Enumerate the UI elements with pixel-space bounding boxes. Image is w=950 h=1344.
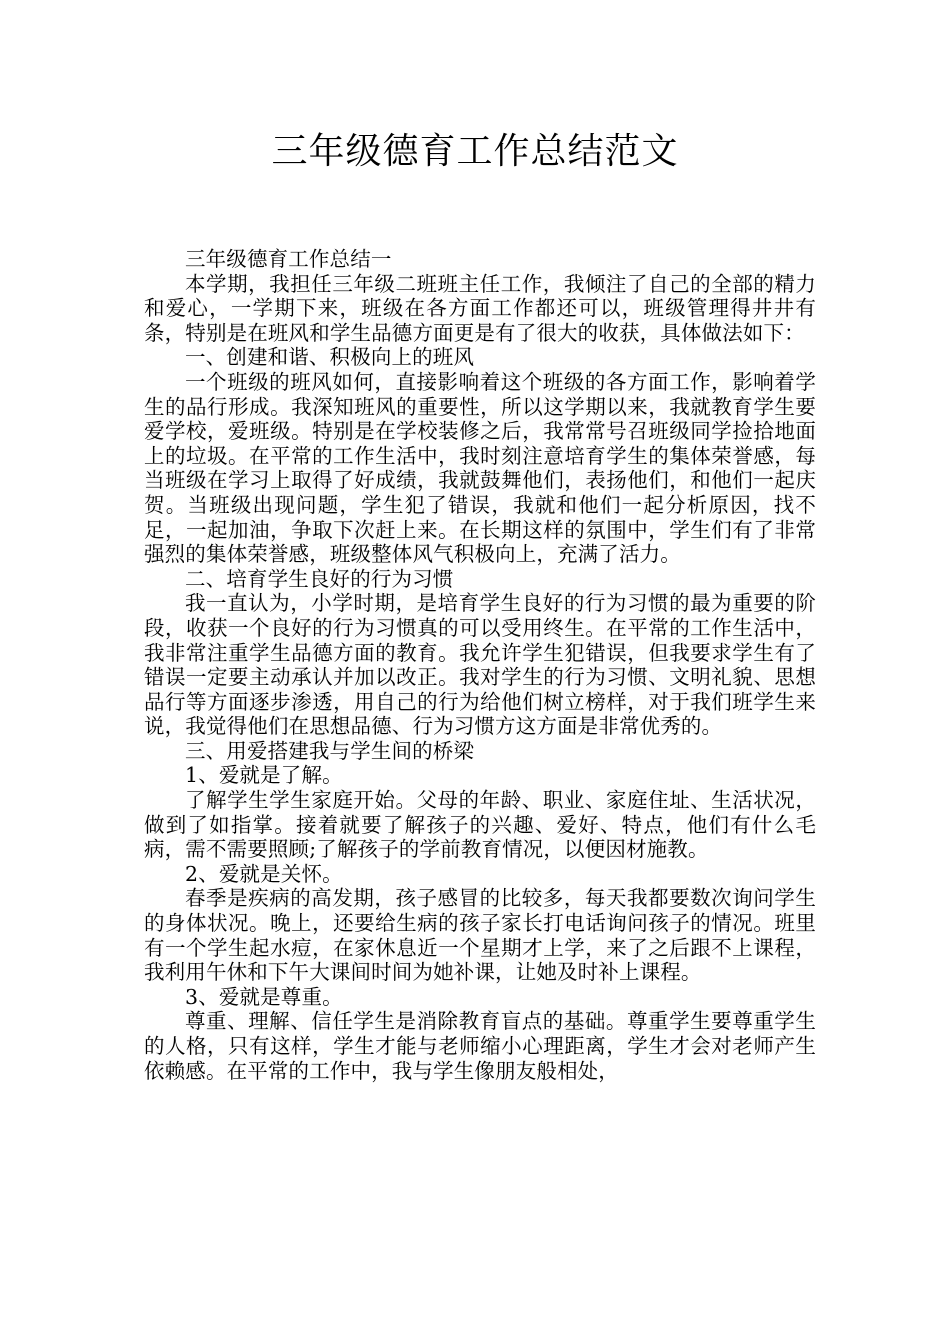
document-title: 三年级德育工作总结范文 bbox=[271, 131, 679, 172]
paragraph: 一个班级的班风如何，直接影响着这个班级的各方面工作，影响着学生的品行形成。我深知班风的重要性，所以这学期以来，我就教育学生要爱学校，爱班级。特别是在学校装修之后，我常常号召班级同学捡拾地面上的垃圾。在平常的工作生活中，我时刻注意培育学生的集体荣誉感，每当班级在学习上取得了好成绩，我就鼓舞他们，表扬他们，和他们一起庆贺。当班级出现问题，学生犯了错误，我就和他们一起分析原因，找不足，一起加油，争取下次赶上来。在长期这样的氛围中，学生们有了非常强烈的集体荣誉感，班级整体风气积极向上，充满了活力。 bbox=[144, 369, 816, 567]
section-heading: 三年级德育工作总结一 bbox=[185, 247, 392, 271]
subheading: 一、创建和谐、积极向上的班风 bbox=[185, 345, 475, 370]
list-item-heading: 2、爱就是关怀。 bbox=[185, 861, 343, 886]
subheading: 三、用爱搭建我与学生间的桥梁 bbox=[185, 738, 475, 763]
paragraph: 春季是疾病的高发期，孩子感冒的比较多，每天我都要数次询问学生的身体状况。晚上，还要给生病的孩子家长打电话询问孩子的情况。班里有一个学生起水痘，在家休息近一个星期才上学，来了之后跟不上课程，我利用午休和下午大课间时间为她补课，让她及时补上课程。 bbox=[144, 886, 816, 985]
paragraph: 了解学生学生家庭开始。父母的年龄、职业、家庭住址、生活状况，做到了如指掌。接着就要了解孩子的兴趣、爱好、特点，他们有什么毛病，需不需要照顾;了解孩子的学前教育情况，以便因材施教。 bbox=[144, 788, 816, 862]
list-item-heading: 3、爱就是尊重。 bbox=[185, 984, 343, 1009]
paragraph: 我一直认为，小学时期，是培育学生良好的行为习惯的最为重要的阶段，收获一个良好的行为习惯真的可以受用终生。在平常的工作生活中，我非常注重学生品德方面的教育。我允许学生犯错误，但我要求学生有了错误一定要主动承认并加以改正。我对学生的行为习惯、文明礼貌、思想品行等方面逐步渗透，用自己的行为给他们树立榜样，对于我们班学生来说，我觉得他们在思想品德、行为习惯方这方面是非常优秀的。 bbox=[144, 591, 816, 739]
paragraph: 本学期，我担任三年级二班班主任工作，我倾注了自己的全部的精力和爱心，一学期下来，班级在各方面工作都还可以，班级管理得井井有条，特别是在班风和学生品德方面更是有了很大的收获，具体做法如下： bbox=[144, 271, 816, 345]
document-body bbox=[144, 247, 816, 1083]
list-item-heading: 1、爱就是了解。 bbox=[185, 763, 343, 788]
paragraph: 尊重、理解、信任学生是消除教育盲点的基础。尊重学生要尊重学生的人格，只有这样，学生才能与老师缩小心理距离，学生才会对老师产生依赖感。在平常的工作中，我与学生像朋友般相处， bbox=[144, 1009, 816, 1083]
subheading: 二、培育学生良好的行为习惯 bbox=[185, 566, 454, 591]
